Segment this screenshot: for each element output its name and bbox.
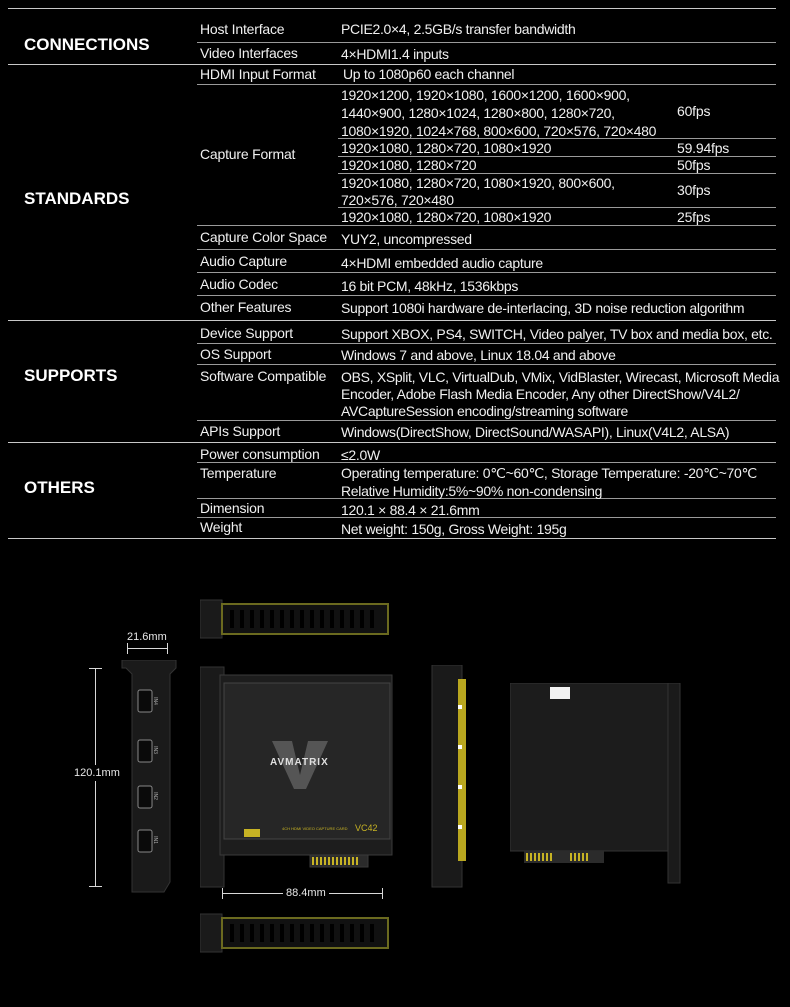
other-features-value: Support 1080i hardware de-interlacing, 3D noise reduction algorithm xyxy=(341,300,745,316)
card-front-view xyxy=(200,665,395,890)
hdmi-input-format-label: HDMI Input Format xyxy=(200,66,316,82)
apis-support-value: Windows(DirectShow, DirectSound/WASAPI), Linux(V4L2, ALSA) xyxy=(341,424,730,440)
software-compatible-value: AVCaptureSession encoding/streaming software xyxy=(341,403,628,419)
thickness-dimension-line xyxy=(127,648,168,649)
power-consumption-label: Power consumption xyxy=(200,446,320,462)
divider xyxy=(8,538,776,539)
capture-format-resolutions: 1920×1080, 1280×720, 1080×1920 xyxy=(341,209,552,225)
model-label: VC42 xyxy=(355,823,378,833)
apis-support-label: APIs Support xyxy=(200,423,281,439)
device-support-value: Support XBOX, PS4, SWITCH, Video palyer, TV box and media box, etc. xyxy=(341,326,773,342)
section-others: OTHERS xyxy=(24,478,95,497)
port-label: IN1 xyxy=(151,836,158,844)
other-features-label: Other Features xyxy=(200,299,292,315)
weight-value: Net weight: 150g, Gross Weight: 195g xyxy=(341,521,567,537)
thickness-dimension-label: 21.6mm xyxy=(127,631,167,643)
capture-format-label: Capture Format xyxy=(200,146,296,162)
temperature-label: Temperature xyxy=(200,465,277,481)
hdmi-input-format-value: Up to 1080p60 each channel xyxy=(343,66,515,82)
audio-capture-value: 4×HDMI embedded audio capture xyxy=(341,255,543,271)
capture-format-resolutions: 1080×1920, 1024×768, 800×600, 720×576, 720×480 xyxy=(341,123,657,139)
capture-format-fps: 25fps xyxy=(677,209,711,225)
io-bracket-view xyxy=(118,660,180,895)
audio-codec-value: 16 bit PCM, 48kHz, 1536kbps xyxy=(341,278,519,294)
dimension-label: Dimension xyxy=(200,500,265,516)
dimension-tick xyxy=(89,668,102,669)
divider xyxy=(8,8,776,9)
divider xyxy=(8,320,776,321)
software-compatible-value: Encoder, Adobe Flash Media Encoder, Any other DirectShow/V4L2/ xyxy=(341,386,740,402)
audio-capture-label: Audio Capture xyxy=(200,253,287,269)
card-back-view xyxy=(510,683,682,889)
width-dimension-label: 88.4mm xyxy=(283,887,329,899)
capture-format-fps: 60fps xyxy=(677,103,711,119)
card-side-view xyxy=(430,665,470,890)
port-label: IN3 xyxy=(151,746,158,754)
video-interfaces-label: Video Interfaces xyxy=(200,45,298,61)
divider xyxy=(8,442,776,443)
capture-format-resolutions: 1440×900, 1280×1024, 1280×800, 1280×720, xyxy=(341,105,615,121)
temperature-value: Operating temperature: 0℃~60℃, Storage Temperature: -20℃~70℃ xyxy=(341,465,757,481)
divider xyxy=(197,462,776,463)
port-label: IN4 xyxy=(151,697,158,705)
host-interface-value: PCIE2.0×4, 2.5GB/s transfer bandwidth xyxy=(341,21,576,37)
software-compatible-label: Software Compatible xyxy=(200,368,327,384)
power-consumption-value: ≤2.0W xyxy=(341,447,380,463)
card-caption: 4CH HDMI VIDEO CAPTURE CARD xyxy=(282,826,348,831)
divider xyxy=(197,42,776,43)
device-support-label: Device Support xyxy=(200,325,293,341)
os-support-value: Windows 7 and above, Linux 18.04 and above xyxy=(341,347,616,363)
capture-format-resolutions: 1920×1200, 1920×1080, 1600×1200, 1600×900, xyxy=(341,87,630,103)
dimension-tick xyxy=(89,886,102,887)
capture-format-fps: 50fps xyxy=(677,157,711,173)
capture-format-resolutions: 1920×1080, 1280×720, 1080×1920 xyxy=(341,140,552,156)
audio-codec-label: Audio Codec xyxy=(200,276,278,292)
temperature-value: Relative Humidity:5%~90% non-condensing xyxy=(341,483,603,499)
section-connections: CONNECTIONS xyxy=(24,35,150,54)
divider xyxy=(197,295,776,296)
weight-label: Weight xyxy=(200,519,243,535)
capture-format-resolutions: 1920×1080, 1280×720, 1080×1920, 800×600, xyxy=(341,175,615,191)
host-interface-label: Host Interface xyxy=(200,21,285,37)
divider xyxy=(197,364,776,365)
dimension-value: 120.1 × 88.4 × 21.6mm xyxy=(341,502,480,518)
divider xyxy=(197,343,776,344)
brand-logo: AVMATRIX xyxy=(270,757,329,768)
port-label: IN2 xyxy=(151,792,158,800)
dimension-tick xyxy=(167,643,168,654)
card-top-view xyxy=(200,598,390,640)
os-support-label: OS Support xyxy=(200,346,272,362)
video-interfaces-value: 4×HDMI1.4 inputs xyxy=(341,46,449,62)
divider xyxy=(197,272,776,273)
divider xyxy=(197,249,776,250)
section-supports: SUPPORTS xyxy=(24,366,118,385)
card-bottom-view xyxy=(200,912,390,954)
capture-format-resolutions: 720×576, 720×480 xyxy=(341,192,454,208)
software-compatible-value: OBS, XSplit, VLC, VirtualDub, VMix, VidBlaster, Wirecast, Microsoft Media xyxy=(341,369,780,385)
section-standards: STANDARDS xyxy=(24,189,130,208)
divider xyxy=(197,420,776,421)
dimension-tick xyxy=(127,643,128,654)
divider xyxy=(197,84,776,85)
capture-color-space-label: Capture Color Space xyxy=(200,229,327,245)
height-dimension-label: 120.1mm xyxy=(74,767,120,779)
capture-color-space-value: YUY2, uncompressed xyxy=(341,231,472,247)
capture-format-resolutions: 1920×1080, 1280×720 xyxy=(341,157,477,173)
capture-format-fps: 30fps xyxy=(677,182,711,198)
divider xyxy=(197,517,776,518)
capture-format-fps: 59.94fps xyxy=(677,140,730,156)
